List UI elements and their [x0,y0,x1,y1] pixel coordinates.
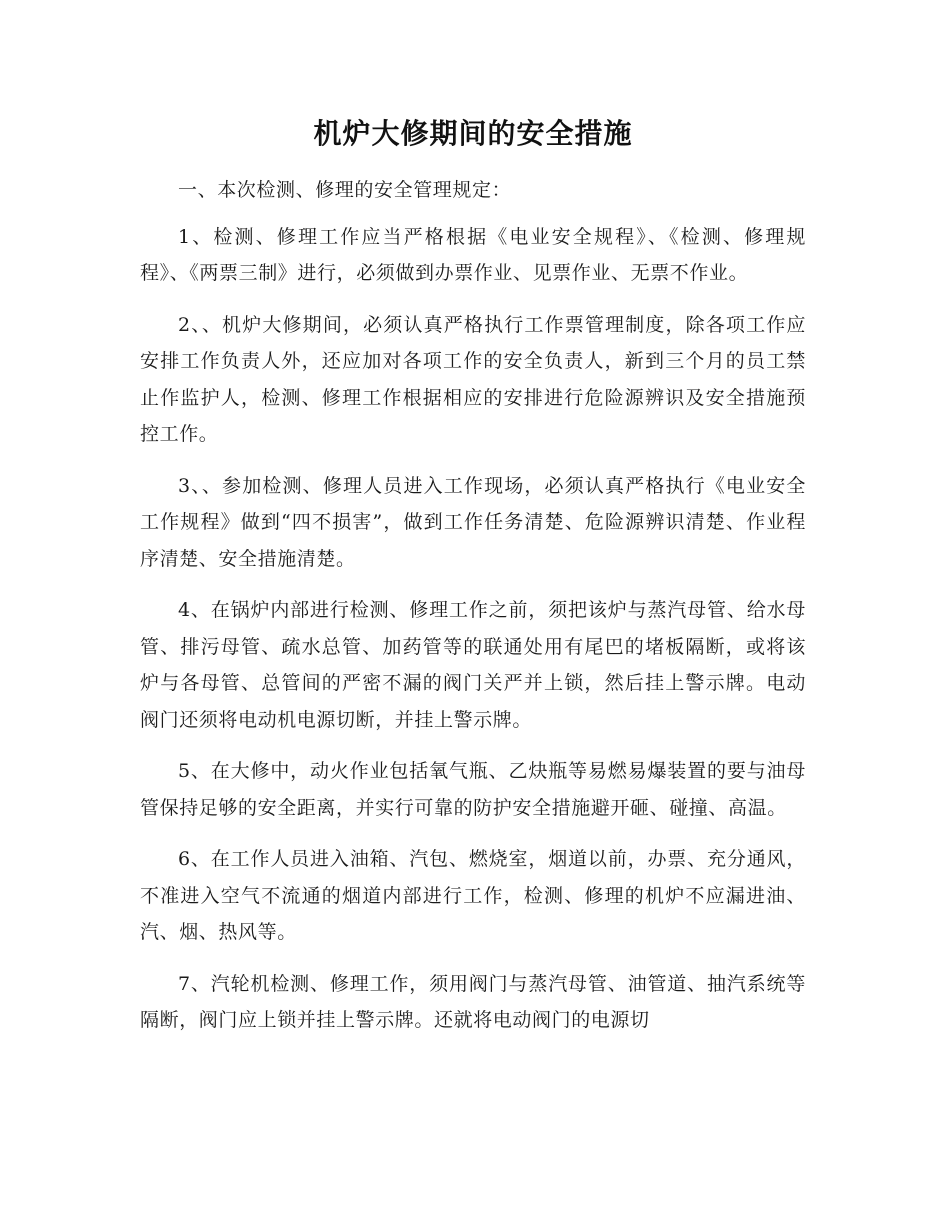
paragraph-2: 2、、机炉大修期间，必须认真严格执行工作票管理制度，除各项工作应安排工作负责人外，还应加对各项工作的安全负责人，新到三个月的员工禁止作监护人，检测、修理工作根据相应的安排进行危险源辨识及安全措施预控工作。 [140,313,806,445]
document-page [140,108,806,1054]
paragraph-5: 5、在大修中，动火作业包括氧气瓶、乙炔瓶等易燃易爆装置的要与油母管保持足够的安全距离，并实行可靠的防护安全措施避开砸、碰撞、高温。 [140,760,806,819]
document-title: 机炉大修期间的安全措施 [313,117,633,150]
paragraph-3: 3、、参加检测、修理人员进入工作现场，必须认真严格执行《电业安全工作规程》做到“四不损害”，做到工作任务清楚、危险源辨识清楚、作业程序清楚、安全措施清楚。 [140,474,806,570]
paragraph-6: 6、在工作人员进入油箱、汽包、燃烧室，烟道以前，办票、充分通风，不准进入空气不流通的烟道内部进行工作，检测、修理的机炉不应漏进油、汽、烟、热风等。 [140,848,806,943]
paragraph-7: 7、汽轮机检测、修理工作，须用阀门与蒸汽母管、油管道、抽汽系统等隔断，阀门应上锁并挂上警示牌。还就将电动阀门的电源切 [140,972,806,1031]
paragraph-1: 1、检测、修理工作应当严格根据《电业安全规程》、《检测、修理规程》、《两票三制》进行，必须做到办票作业、见票作业、无票不作业。 [140,225,806,284]
paragraph-4: 4、在锅炉内部进行检测、修理工作之前，须把该炉与蒸汽母管、给水母管、排污母管、疏水总管、加药管等的联通处用有尾巴的堵板隔断，或将该炉与各母管、总管间的严密不漏的阀门关严并上锁，然后挂上警示牌。电动阀门还须将电动机电源切断，并挂上警示牌。 [140,599,806,731]
section-heading: 一、本次检测、修理的安全管理规定： [178,179,512,201]
